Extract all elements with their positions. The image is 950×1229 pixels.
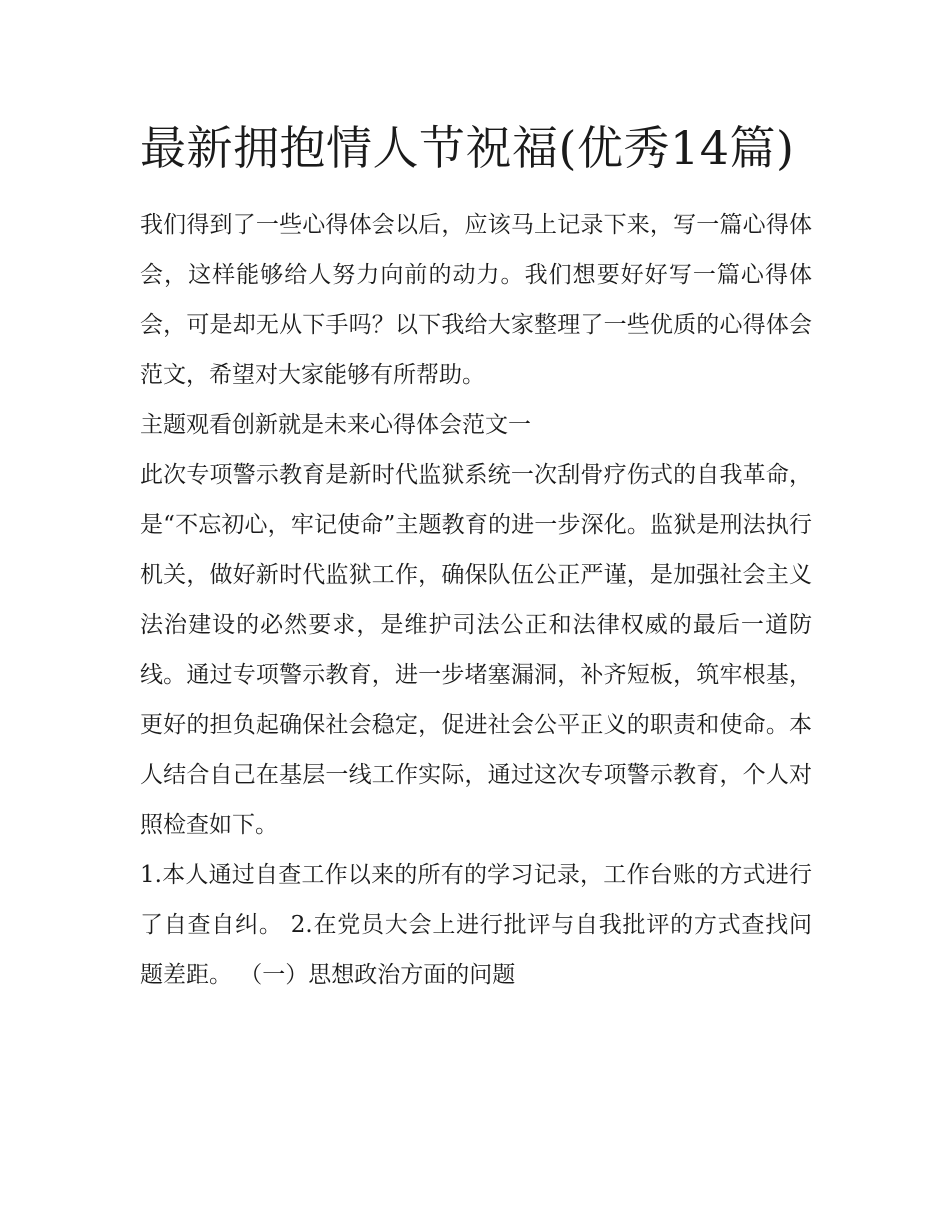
body-paragraph: 1.本人通过自查工作以来的所有的学习记录，工作台账的方式进行了自查自纠。 2.在党员大会上进行批评与自我批评的方式查找问题差距。 （一）思想政治方面的问题: [140, 862, 812, 988]
body-paragraph: 此次专项警示教育是新时代监狱系统一次刮骨疗伤式的自我革命，是“不忘初心，牢记使命”主题教育的进一步深化。监狱是刑法执行机关，做好新时代监狱工作，确保队伍公正严谨，是加强社会主义法治建设的必然要求，是维护司法公正和法律权威的最后一道防线。通过专项警示教育，进一步堵塞漏洞，补齐短板，筑牢根基，更好的担负起确保社会稳定，促进社会公平正义的职责和使命。本人结合自己在基层一线工作实际，通过这次专项警示教育，个人对照检查如下。: [140, 462, 812, 838]
section-heading: 主题观看创新就是未来心得体会范文一: [140, 412, 531, 438]
document-title: 最新拥抱情人节祝福(优秀14篇): [140, 121, 795, 175]
document-page: [140, 108, 812, 1000]
intro-paragraph: 我们得到了一些心得体会以后，应该马上记录下来，写一篇心得体会，这样能够给人努力向前的动力。我们想要好好写一篇心得体会，可是却无从下手吗？以下我给大家整理了一些优质的心得体会范文，希望对大家能够有所帮助。: [140, 212, 812, 388]
